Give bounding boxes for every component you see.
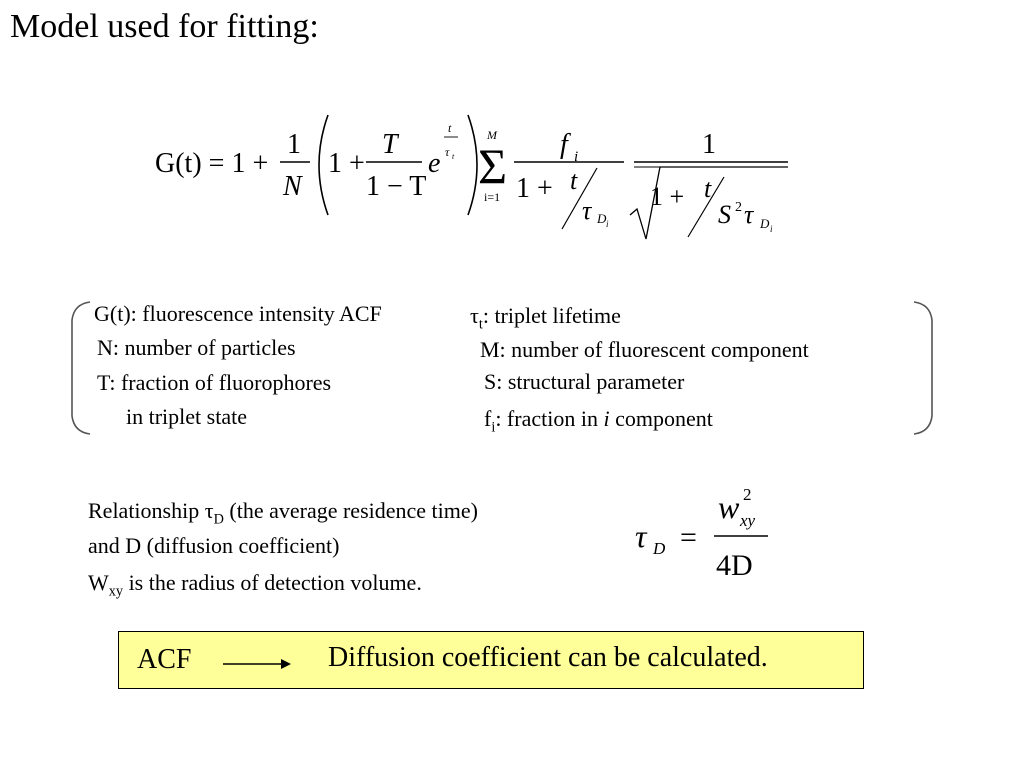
def-m: M: number of fluorescent component <box>480 337 809 362</box>
eq-frac3-den-sub: D <box>597 211 607 226</box>
tau-eq-num-sup: 2 <box>743 485 752 504</box>
conclusion-acf: ACF <box>137 644 192 675</box>
eq-frac3-den-t: t <box>570 166 578 195</box>
tau-eq-lhs-sub: D <box>653 539 666 558</box>
eq-frac1-num: 1 <box>287 129 301 160</box>
eq-sum-bottom: i=1 <box>484 190 501 204</box>
def-tau-t <box>470 303 621 333</box>
def-t: T: fraction of fluorophores <box>97 370 332 395</box>
tau-eq-lhs: τ <box>635 518 647 554</box>
eq-frac1-den: N <box>283 171 302 202</box>
tau-eq-eq: = <box>680 521 697 554</box>
eq-right-paren <box>468 115 477 215</box>
eq-frac3-den-tau: τ <box>582 196 592 225</box>
def-f-sym: f <box>484 406 492 431</box>
eq-exp-base: e <box>428 148 441 179</box>
rel-line2: and D (diffusion coefficient) <box>88 533 340 558</box>
eq-frac4-den-t: t <box>704 174 712 203</box>
conclusion-box <box>118 631 864 689</box>
eq-frac4-den-subsub: i <box>770 224 773 234</box>
rel-line3-sub: xy <box>108 583 124 600</box>
rel-line3-post: is the radius of detection volume. <box>123 570 422 595</box>
rel-line1-post: (the average residence time) <box>223 498 478 523</box>
eq-frac2-den: 1 − T <box>366 171 427 202</box>
eq-left-paren <box>319 115 328 215</box>
arrow-right-icon <box>223 658 293 670</box>
def-f-italic: i <box>603 406 610 431</box>
rel-line1-sub: D <box>213 511 224 528</box>
eq-sum-sym: Σ <box>478 138 508 194</box>
eq-frac4-den-pow: 2 <box>735 200 742 215</box>
def-f-sub: i <box>491 419 496 436</box>
def-tau-t-sym: τ <box>470 303 479 328</box>
def-tau-t-text: : triplet lifetime <box>482 303 621 328</box>
def-f-tail: component <box>609 406 713 431</box>
rel-line3-pre: W <box>88 570 109 595</box>
eq-frac3-num-sub: i <box>574 149 579 165</box>
eq-exp-den: τ <box>445 145 450 159</box>
eq-frac3-num: f <box>560 129 568 160</box>
tau-eq-num: w <box>718 489 740 525</box>
eq-frac4-den-one: 1 + <box>650 182 685 211</box>
slide-title: Model used for fitting: <box>10 8 319 45</box>
eq-paren-one: 1 + <box>328 148 365 179</box>
def-g: G(t): fluorescence intensity ACF <box>94 301 382 326</box>
tau-eq-num-sub: xy <box>740 511 756 530</box>
eq-frac3-den-subsub: i <box>606 219 609 229</box>
eq-exp-num: t <box>448 121 452 135</box>
eq-frac2-num: T <box>382 129 398 160</box>
tau-equation <box>630 484 790 584</box>
tau-eq-den: 4D <box>716 549 753 582</box>
eq-frac3-den-one: 1 + <box>516 173 553 204</box>
eq-frac4-den-tau: τ <box>744 200 754 229</box>
def-f-text: : fraction in <box>495 406 604 431</box>
definitions-left-bracket <box>66 298 96 438</box>
eq-frac4-den-sub: D <box>760 216 770 231</box>
rel-line1-tau: τ <box>204 498 214 523</box>
conclusion-text: Diffusion coefficient can be calculated. <box>328 642 768 673</box>
eq-lhs: G(t) = 1 + <box>155 148 269 179</box>
rel-line1 <box>88 498 478 528</box>
eq-exp-den-sub: t <box>452 152 455 161</box>
eq-frac4-den-S: S <box>718 200 731 229</box>
rel-line3 <box>88 570 422 600</box>
fitting-equation <box>150 105 810 255</box>
def-t-cont: in triplet state <box>126 404 247 429</box>
def-s: S: structural parameter <box>484 369 685 394</box>
eq-sum-top: M <box>487 128 497 142</box>
definitions-right-bracket <box>908 298 938 438</box>
def-f <box>484 406 713 436</box>
rel-line1-pre: Relationship <box>88 498 205 523</box>
eq-frac4-num: 1 <box>702 129 716 160</box>
def-tau-t-sub: t <box>478 316 483 333</box>
def-n: N: number of particles <box>97 335 296 360</box>
